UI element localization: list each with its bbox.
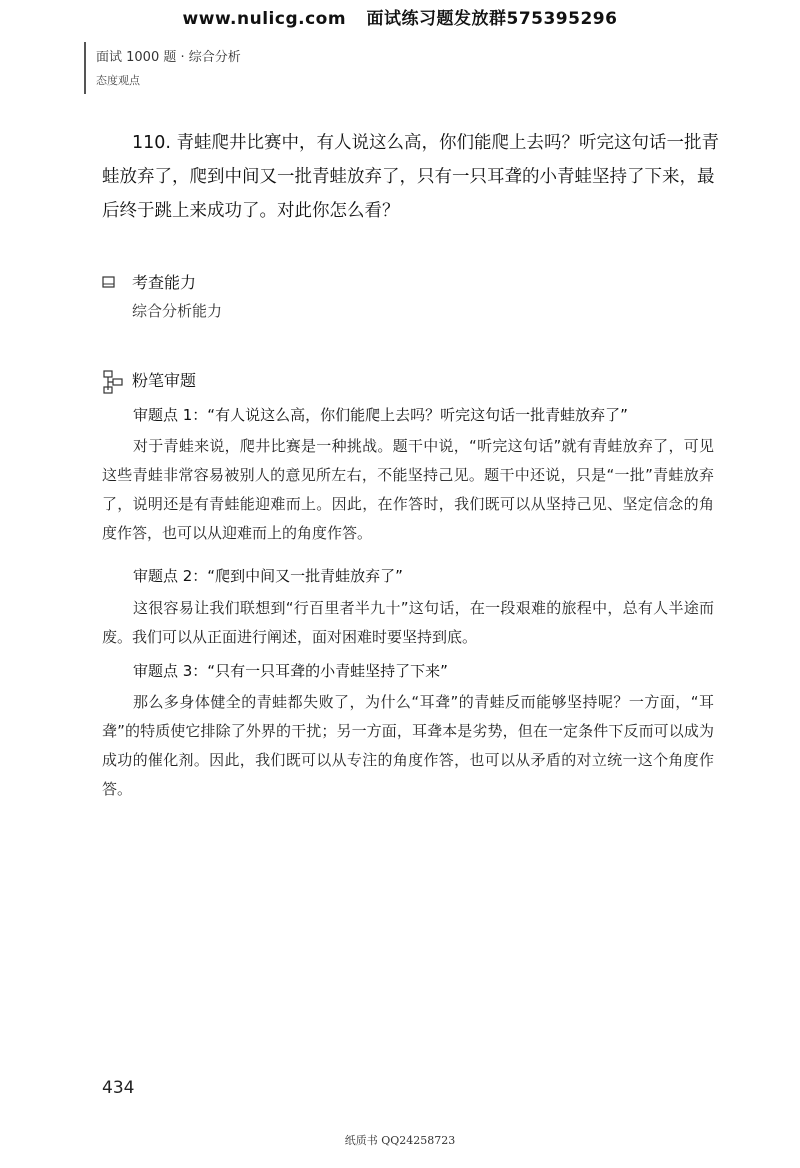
analysis-heading xyxy=(102,368,196,391)
question-text: 110. 青蛙爬井比赛中，有人说这么高，你们能爬上去吗？听完这句话一批青蛙放弃了，爬到中间又一批青蛙放弃了，只有一只耳聋的小青蛙坚持了下来，最后终于跳上来成功了。对此你怎么看？ xyxy=(102,133,720,221)
analysis-point-title: 审题点 3：“只有一只耳聋的小青蛙坚持了下来” xyxy=(133,662,448,680)
analysis-paragraph: 对于青蛙来说，爬井比赛是一种挑战。题干中说，“听完这句话”就有青蛙放弃了，可见这些青蛙非常容易被别人的意见所左右，不能坚持己见。题干中还说，只是“一批”青蛙放弃了，说明还是有青蛙能迎难而上。因此，在作答时，我们既可以从坚持己见、坚定信念的角度作答，也可以从迎难而上的角度作答。 xyxy=(102,437,714,542)
flowchart-icon xyxy=(102,370,122,390)
running-header-title: 面试 1000 题 · 综合分析 xyxy=(96,50,241,65)
analysis-paragraph: 那么多身体健全的青蛙都失败了，为什么“耳聋”的青蛙反而能够坚持呢？一方面，“耳聋”的特质使它排除了外界的干扰；另一方面，耳聋本是劣势，但在一定条件下反而可以成为成功的催化剂。因此，我们既可以从专注的角度作答，也可以从矛盾的对立统一这个角度作答。 xyxy=(102,693,714,798)
box-icon xyxy=(102,272,122,292)
analysis-heading-label: 粉笔审题 xyxy=(132,371,197,390)
watermark-site: www.nulicg.com xyxy=(182,9,347,29)
ability-text: 综合分析能力 xyxy=(132,302,223,320)
footer-mark: 纸质书 QQ24258723 xyxy=(344,1134,456,1147)
page-number: 434 xyxy=(102,1078,135,1098)
analysis-paragraph: 这很容易让我们联想到“行百里者半九十”这句话，在一段艰难的旅程中，总有人半途而废。我们可以从正面进行阐述，面对困难时要坚持到底。 xyxy=(102,599,714,646)
analysis-point-title: 审题点 1：“有人说这么高，你们能爬上去吗？听完这句话一批青蛙放弃了” xyxy=(133,406,628,424)
watermark-group: 面试练习题发放群575395296 xyxy=(366,9,618,29)
running-header-subtitle: 态度观点 xyxy=(96,74,140,87)
watermark xyxy=(0,4,800,29)
analysis-point-body xyxy=(102,594,714,652)
analysis-point-body xyxy=(102,688,714,804)
ability-heading-label: 考查能力 xyxy=(132,273,197,292)
ability-heading xyxy=(102,270,196,293)
header-rule xyxy=(84,42,86,94)
analysis-point-body xyxy=(102,432,714,548)
analysis-point-title: 审题点 2：“爬到中间又一批青蛙放弃了” xyxy=(133,567,403,585)
